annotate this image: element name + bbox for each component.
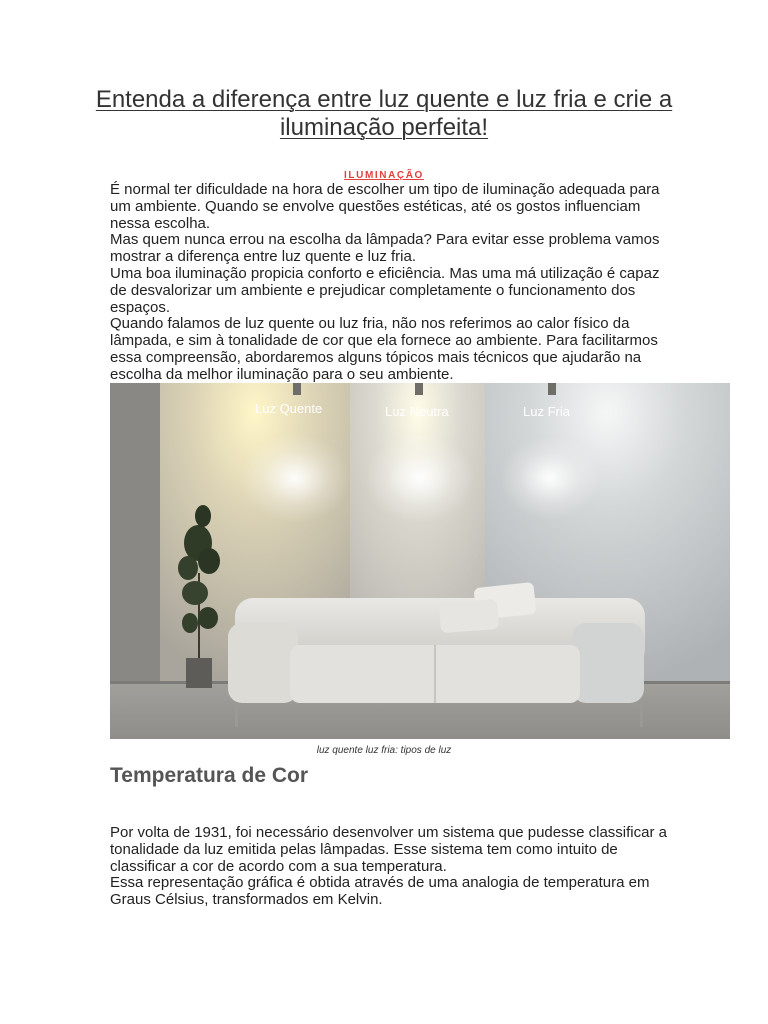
section-text xyxy=(110,825,670,909)
light-label-neutral: Luz Neutra xyxy=(385,404,449,419)
article-title: Entenda a diferença entre luz quente e luz fria e crie a iluminação perfeita! xyxy=(95,86,673,141)
intro-paragraph: Mas quem nunca errou na escolha da lâmpada? Para evitar esse problema vamos mostrar a diferença entre luz quente e luz fria. xyxy=(110,231,660,266)
intro-text xyxy=(110,182,670,384)
intro-paragraph: Uma boa iluminação propicia conforto e eficiência. Mas uma má utilização é capaz de desvalorizar um ambiente e prejudicar completamente o funcionamento dos espaços. xyxy=(110,264,660,316)
image-caption: luz quente luz fria: tipos de luz xyxy=(316,745,452,756)
intro-paragraph: Quando falamos de luz quente ou luz fria, não nos referimos ao calor físico da lâmpada, e sim à tonalidade de cor que ela fornece ao ambiente. Para facilitarmos essa compreensão, abordaremos alguns tópicos mais técnicos que ajudarão na escolha da melhor iluminação para o seu ambiente. xyxy=(110,315,658,383)
section-paragraph: Por volta de 1931, foi necessário desenvolver um sistema que pudesse classificar a tonalidade da luz emitida pelas lâmpadas. Esse sistema tem como intuito de classificar a cor de acordo com a sua temperatura. xyxy=(110,824,667,875)
light-comparison-photo xyxy=(110,383,730,739)
light-label-warm: Luz Quente xyxy=(255,401,323,416)
light-label-cold: Luz Fria xyxy=(523,404,570,419)
section-paragraph: Essa representação gráfica é obtida através de uma analogia de temperatura em Graus Célsius, transformados em Kelvin. xyxy=(110,874,650,909)
category-link[interactable]: ILUMINAÇÃO xyxy=(344,170,424,181)
section-heading: Temperatura de Cor xyxy=(110,764,308,787)
sofa-scene-illustration xyxy=(110,383,730,739)
intro-paragraph: É normal ter dificuldade na hora de escolher um tipo de iluminação adequada para um ambiente. Quando se envolve questões estéticas, até os gostos influenciam nessa escolha. xyxy=(110,181,660,232)
